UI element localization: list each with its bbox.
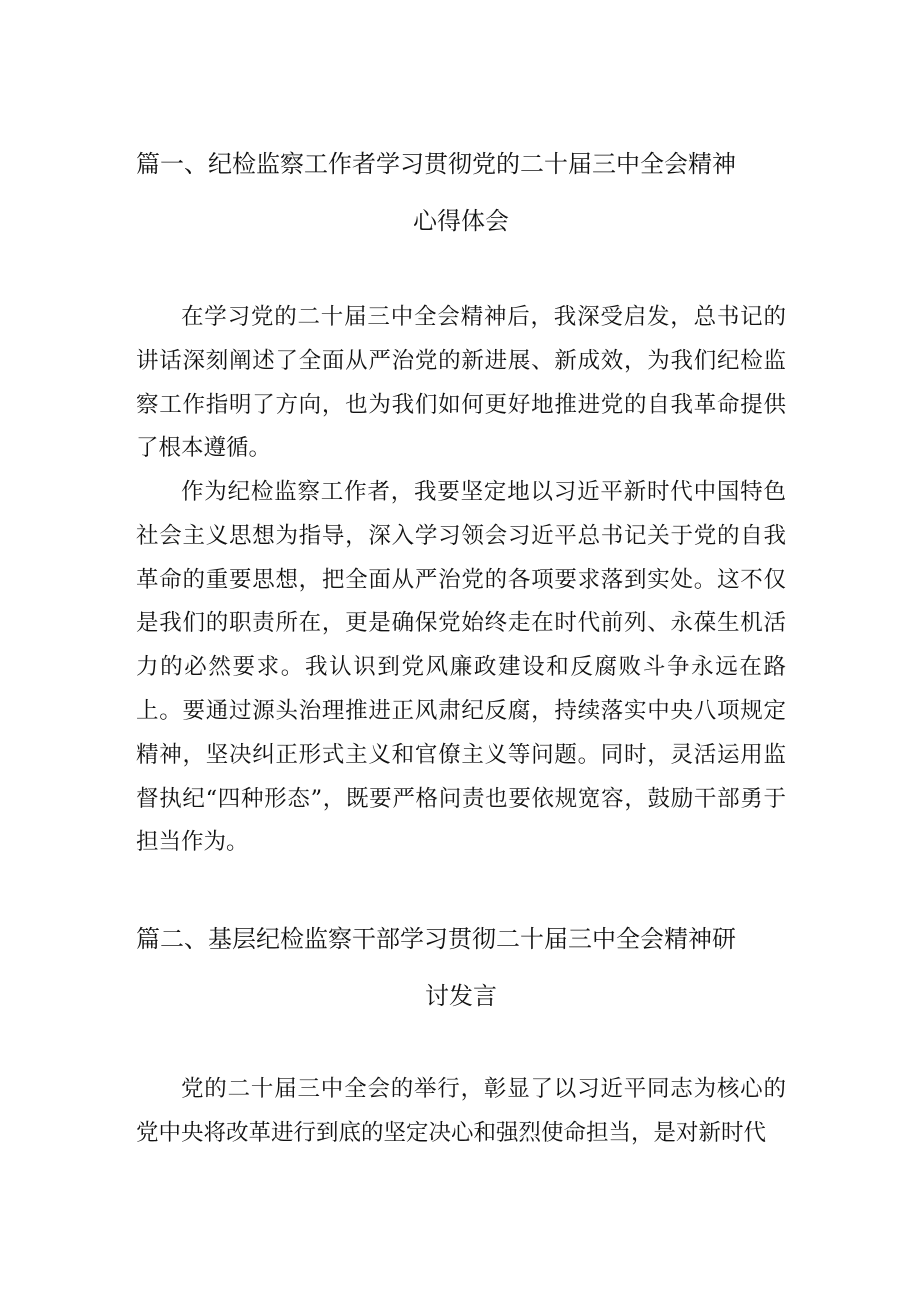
section1-title-line2: 心得体会 <box>413 207 509 235</box>
section1-paragraph-2: 作为纪检监察工作者，我要坚定地以习近平新时代中国特色社会主义思想为指导，深入学习领会习近平总书记关于党的自我革命的重要思想，把全面从严治党的各项要求落到实处。这不仅是我们的职责所在，更是确保党始终走在时代前列、永葆生机活力的必然要求。我认识到党风廉政建设和反腐败斗争永远在路上。要通过源头治理推进正风肃纪反腐，持续落实中央八项规定精神，坚决纠正形式主义和官僚主义等问题。同时，灵活运用监督执纪“四种形态”，既要严格问责也要依规宽容，鼓励干部勇于担当作为。 <box>136 479 786 856</box>
section1-paragraph-1: 在学习党的二十届三中全会精神后，我深受启发，总书记的讲话深刻阐述了全面从严治党的新进展、新成效，为我们纪检监察工作指明了方向，也为我们如何更好地推进党的自我革命提供了根本遵循。 <box>136 304 786 462</box>
section2-paragraph-1: 党的二十届三中全会的举行，彰显了以习近平同志为核心的党中央将改革进行到底的坚定决心和强烈使命担当，是对新时代 <box>136 1076 786 1146</box>
section1-title-line1: 篇一、纪检监察工作者学习贯彻党的二十届三中全会精神 <box>136 150 736 178</box>
section2-title-line2: 讨发言 <box>425 982 497 1010</box>
section2-title-line1: 篇二、基层纪检监察干部学习贯彻二十届三中全会精神研 <box>136 925 736 953</box>
